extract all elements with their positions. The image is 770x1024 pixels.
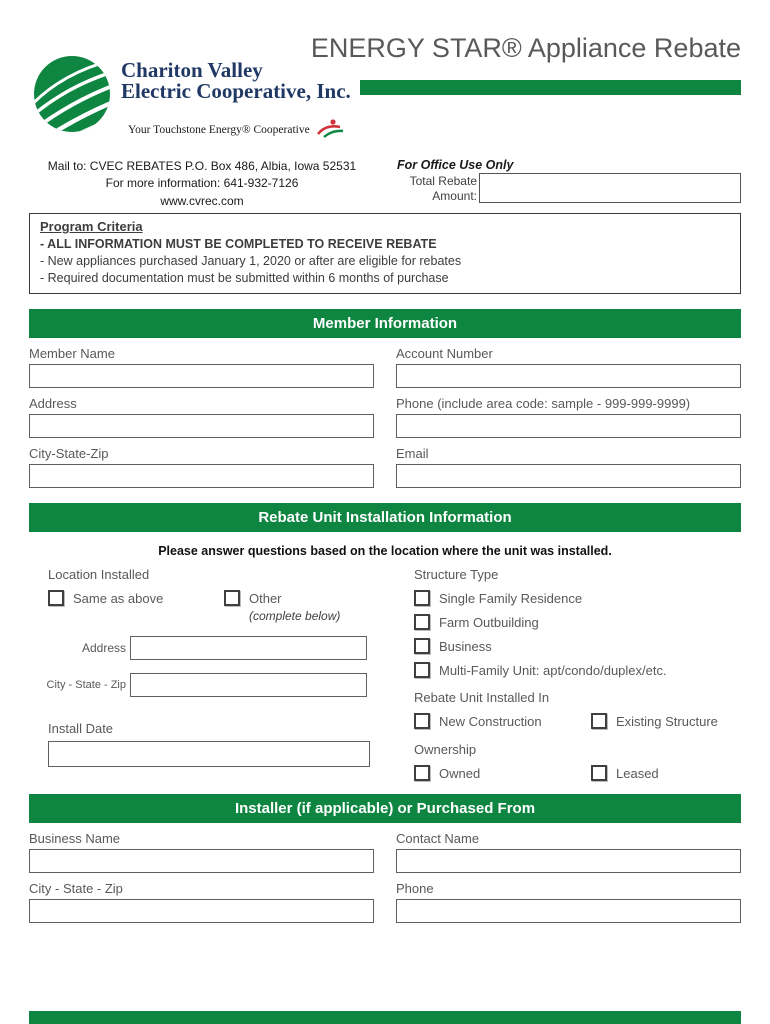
office-use-title: For Office Use Only (397, 158, 514, 172)
program-criteria-title: Program Criteria (40, 219, 143, 235)
criteria-item: - Required documentation must be submitted within 6 months of purchase (40, 271, 449, 286)
phone-field (396, 396, 741, 438)
checkbox-owned[interactable] (414, 765, 430, 781)
other-option (224, 590, 340, 623)
ownership-options-row (414, 765, 741, 781)
installer-header: Installer (if applicable) or Purchased From (29, 794, 741, 823)
new-construction-option (414, 713, 591, 729)
farm-outbuilding-option (414, 614, 741, 630)
business-name-label: Business Name (29, 831, 121, 847)
same-as-above-option (48, 590, 224, 606)
company-name (121, 60, 351, 103)
other-option-row (224, 590, 340, 606)
multi-family-option (414, 662, 741, 678)
checkbox-existing-structure[interactable] (591, 713, 607, 729)
address-field (29, 396, 374, 438)
installer-city-state-zip-field (29, 881, 374, 923)
member-name-label: Member Name (29, 346, 115, 362)
business-option (414, 638, 741, 654)
title-green-rule (360, 80, 741, 95)
installation-panels (0, 567, 770, 781)
single-family-option (414, 590, 741, 606)
install-city-state-zip-label: City - State - Zip (46, 679, 126, 692)
structure-type-options (414, 590, 741, 678)
location-options-row (48, 590, 375, 623)
installer-phone-label: Phone (396, 881, 434, 897)
installer-city-state-zip-label: City - State - Zip (29, 881, 123, 897)
tagline (128, 118, 346, 141)
structure-type-label: Structure Type (414, 567, 499, 583)
company-name-line2: Electric Cooperative, Inc. (121, 79, 351, 104)
page-title: ENERGY STAR® Appliance Rebate (310, 33, 741, 63)
ownership-label: Ownership (414, 742, 477, 758)
cvec-logo-icon (33, 55, 111, 138)
checkbox-leased[interactable] (591, 765, 607, 781)
account-number-input[interactable] (396, 364, 741, 388)
checkbox-single-family-residence[interactable] (414, 590, 430, 606)
account-number-label: Account Number (396, 346, 493, 362)
mailing-info (29, 158, 375, 210)
info-phone-line: For more information: 641-932-7126 (105, 176, 299, 191)
install-city-state-zip-row (29, 673, 375, 697)
owned-label: Owned (439, 765, 481, 781)
installation-information-header: Rebate Unit Installation Information (29, 503, 741, 532)
mail-to-line: Mail to: CVEC REBATES P.O. Box 486, Albia, Iowa 52531 (47, 159, 357, 173)
criteria-item: - New appliances purchased January 1, 2020 or after are eligible for rebates (40, 254, 462, 269)
header (0, 0, 770, 150)
installer-city-state-zip-input[interactable] (29, 899, 374, 923)
existing-structure-label: Existing Structure (616, 713, 718, 729)
installation-instruction: Please answer questions based on the location where the unit was installed. (158, 544, 612, 559)
checkbox-same-as-above[interactable] (48, 590, 64, 606)
business-name-field (29, 831, 374, 873)
checkbox-farm-outbuilding[interactable] (414, 614, 430, 630)
website-link[interactable]: www.cvrec.com (160, 193, 244, 208)
checkbox-business[interactable] (414, 638, 430, 654)
install-date-input[interactable] (48, 741, 370, 767)
contact-office-row (0, 150, 770, 210)
total-rebate-row (397, 173, 741, 204)
business-name-input[interactable] (29, 849, 374, 873)
email-field (396, 446, 741, 488)
contact-name-field (396, 831, 741, 873)
phone-label: Phone (include area code: sample - 999-999-9999) (396, 396, 691, 412)
other-label: Other (249, 590, 282, 606)
installer-fields (0, 823, 770, 923)
program-criteria-box (29, 213, 741, 294)
owned-option (414, 765, 591, 781)
city-state-zip-field (29, 446, 374, 488)
touchstone-energy-icon (310, 118, 346, 141)
farm-outbuilding-label: Farm Outbuilding (439, 614, 539, 630)
install-date-label: Install Date (48, 721, 114, 737)
new-construction-label: New Construction (439, 713, 542, 729)
installer-phone-field (396, 881, 741, 923)
office-use-block (397, 158, 741, 210)
install-address-row (29, 636, 375, 660)
contact-name-input[interactable] (396, 849, 741, 873)
company-name-line1: Chariton Valley (121, 58, 263, 82)
email-input[interactable] (396, 464, 741, 488)
leased-option (591, 765, 659, 781)
account-number-field (396, 346, 741, 388)
member-name-input[interactable] (29, 364, 374, 388)
address-label: Address (29, 396, 77, 412)
address-input[interactable] (29, 414, 374, 438)
total-rebate-label (397, 173, 477, 204)
location-installed-label: Location Installed (48, 567, 150, 583)
installed-in-label: Rebate Unit Installed In (414, 690, 550, 706)
checkbox-multi-family-unit[interactable] (414, 662, 430, 678)
member-information-header: Member Information (29, 309, 741, 338)
installer-phone-input[interactable] (396, 899, 741, 923)
criteria-item: - ALL INFORMATION MUST BE COMPLETED TO RECEIVE REBATE (40, 237, 437, 252)
contact-name-label: Contact Name (396, 831, 480, 847)
same-as-above-label: Same as above (73, 590, 164, 606)
phone-input[interactable] (396, 414, 741, 438)
structure-type-panel (397, 567, 741, 781)
location-installed-panel (29, 567, 375, 767)
install-city-state-zip-input[interactable] (130, 673, 367, 697)
email-label: Email (396, 446, 429, 462)
total-rebate-label-line2: Amount: (432, 189, 477, 203)
checkbox-new-construction[interactable] (414, 713, 430, 729)
member-information-fields (0, 338, 770, 488)
next-section-bar (29, 1011, 741, 1024)
other-note: (complete below) (249, 609, 341, 624)
total-rebate-amount-input[interactable] (479, 173, 741, 203)
installed-in-options-row (414, 713, 741, 729)
tagline-text: Your Touchstone Energy® Cooperative (128, 123, 310, 136)
leased-label: Leased (616, 765, 659, 781)
total-rebate-label-line1: Total Rebate (409, 174, 477, 188)
checkbox-other[interactable] (224, 590, 240, 606)
install-address-input[interactable] (130, 636, 367, 660)
city-state-zip-label: City-State-Zip (29, 446, 109, 462)
multi-family-label: Multi-Family Unit: apt/condo/duplex/etc. (439, 662, 667, 678)
city-state-zip-input[interactable] (29, 464, 374, 488)
existing-structure-option (591, 713, 718, 729)
business-label: Business (439, 638, 492, 654)
install-address-label: Address (81, 641, 126, 656)
member-name-field (29, 346, 374, 388)
single-family-label: Single Family Residence (439, 590, 583, 606)
